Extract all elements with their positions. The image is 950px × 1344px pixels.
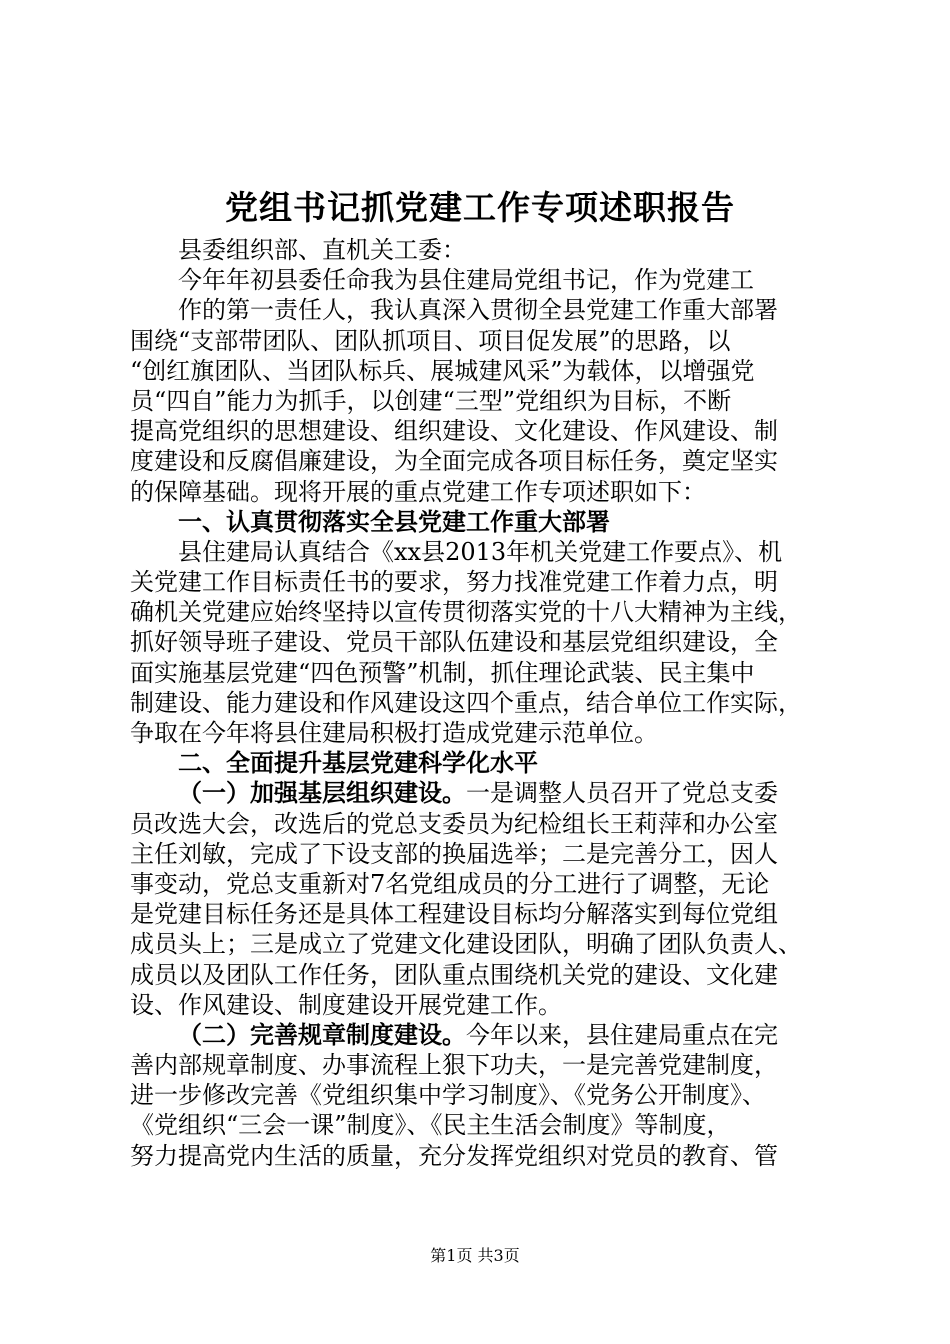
paragraph-line: 面实施基层党建“四色预警”机制，抓住理论武装、民主集中	[130, 658, 755, 687]
paragraph-line: 关党建工作目标责任书的要求，努力找准党建工作着力点，明	[130, 568, 778, 597]
section-heading-2: 二、全面提升基层党建科学化水平	[178, 748, 538, 778]
paragraph-line: 确机关党建应始终坚持以宣传贯彻落实党的十八大精神为主线，	[130, 598, 802, 627]
paragraph-line: 今年年初县委任命我为县住建局党组书记，作为党建工	[178, 266, 754, 295]
subsection-2-heading: （二）完善规章制度建设。	[178, 1019, 466, 1049]
salutation: 县委组织部、直机关工委：	[178, 236, 466, 264]
document-body	[130, 185, 830, 1171]
paragraph-line: 的保障基础。现将开展的重点党建工作专项述职如下：	[130, 477, 706, 506]
subsection-1-text: 一是调整人员召开了党总支委	[466, 779, 778, 808]
paragraph-line: 抓好领导班子建设、党员干部队伍建设和基层党组织建设，全	[130, 628, 778, 657]
subsection-1-first-line	[130, 778, 830, 808]
paragraph-line: 《党组织“三会一课”制度》、《民主生活会制度》等制度，	[130, 1111, 731, 1140]
paragraph-line: 争取在今年将县住建局积极打造成党建示范单位。	[130, 719, 658, 747]
paragraph-line: 员“四自”能力为抓手，以创建“三型”党组织为目标，不断	[130, 386, 732, 415]
subsection-2-text: 今年以来，县住建局重点在完	[466, 1020, 778, 1049]
paragraph-line: 事变动，党总支重新对7名党组成员的分工进行了调整，无论	[130, 869, 770, 898]
paragraph-line: 努力提高党内生活的质量，充分发挥党组织对党员的教育、管	[130, 1141, 778, 1170]
section-heading-1: 一、认真贯彻落实全县党建工作重大部署	[178, 506, 610, 536]
paragraph-line: 设、作风建设、制度建设开展党建工作。	[130, 990, 562, 1019]
paragraph-line: 制建设、能力建设和作风建设这四个重点，结合单位工作实际，	[130, 688, 802, 717]
subsection-1-heading: （一）加强基层组织建设。	[178, 778, 466, 808]
paragraph-line: 度建设和反腐倡廉建设，为全面完成各项目标任务，奠定坚实	[130, 447, 778, 476]
paragraph-line: 是党建目标任务还是具体工程建设目标均分解落实到每位党组	[130, 900, 778, 929]
paragraph-line: 主任刘敏，完成了下设支部的换届选举；二是完善分工，因人	[130, 839, 778, 868]
paragraph-line: 围绕“支部带团队、团队抓项目、项目促发展”的思路，以	[130, 326, 731, 355]
subsection-2-first-line	[130, 1020, 830, 1050]
page-footer: 第1页 共3页	[430, 1246, 520, 1265]
paragraph-line: 成员头上；三是成立了党建文化建设团队，明确了团队负责人、	[130, 930, 802, 959]
paragraph-line: 善内部规章制度、办事流程上狠下功夫，一是完善党建制度，	[130, 1051, 778, 1080]
paragraph-line: 进一步修改完善《党组织集中学习制度》、《党务公开制度》、	[130, 1081, 766, 1110]
paragraph-line: 县住建局认真结合《xx县2013年机关党建工作要点》、机	[178, 537, 783, 566]
paragraph-line: 员改选大会，改选后的党总支委员为纪检组长王莉萍和办公室	[130, 809, 778, 838]
document-title: 党组书记抓党建工作专项述职报告	[225, 188, 735, 227]
paragraph-line: 成员以及团队工作任务，团队重点围绕机关党的建设、文化建	[130, 960, 778, 989]
paragraph-line: “创红旗团队、当团队标兵、展城建风采”为载体，以增强党	[130, 356, 755, 385]
paragraph-line: 作的第一责任人，我认真深入贯彻全县党建工作重大部署	[178, 296, 778, 325]
paragraph-line: 提高党组织的思想建设、组织建设、文化建设、作风建设、制	[130, 417, 778, 446]
